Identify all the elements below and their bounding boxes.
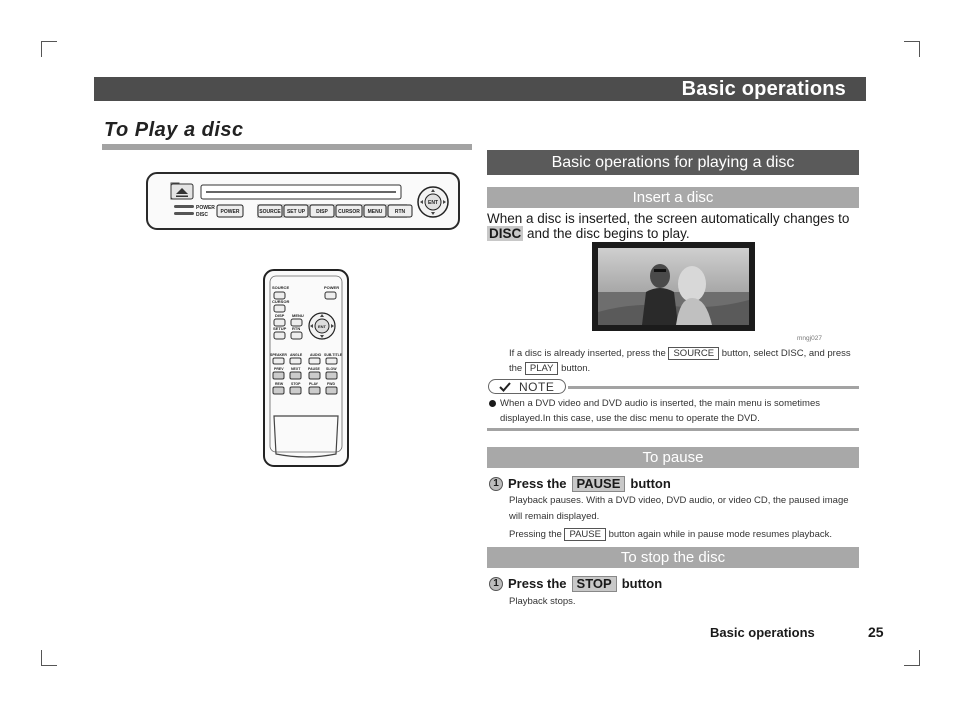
checkmark-icon	[498, 381, 512, 393]
remote-speaker-label: SPEAKER	[270, 353, 287, 357]
remote-cursor-label: CURSOR	[272, 299, 290, 304]
pause-key: PAUSE	[572, 476, 626, 492]
hu-disp-button: DISP	[316, 209, 328, 215]
section-divider	[487, 428, 859, 431]
note-label: NOTE	[519, 380, 555, 394]
insert-text-after: and the disc begins to play.	[523, 226, 690, 241]
step-number: 1	[489, 477, 503, 491]
stop-key: STOP	[572, 576, 617, 592]
remote-next-label: NEXT	[291, 367, 301, 371]
remote-subtitle-label: SUB.TITLE	[324, 353, 343, 357]
hu-cursor-button: CURSOR	[338, 209, 360, 215]
crop-mark-bottom-right-v	[919, 650, 920, 666]
hu-source-button: SOURCE	[259, 209, 281, 215]
hu-menu-button: MENU	[367, 209, 383, 215]
pause-description: Playback pauses. With a DVD video, DVD audio, or video CD, the paused image will remain displayed. Pressing the PAUSE button again while in pause mode resumes playback.	[509, 495, 849, 540]
remote-setup-label: SETUP	[273, 326, 287, 331]
dvd-playback-screenshot	[592, 242, 755, 331]
note-line-1: When a DVD video and DVD audio is inserted, the main menu is sometimes	[500, 398, 820, 409]
insert-disc-description	[487, 211, 859, 241]
remote-pause-label: PAUSE	[308, 367, 320, 371]
note-line-2: displayed.In this case, use the disc menu to operate the DVD.	[500, 413, 760, 424]
footer-section-label: Basic operations	[710, 625, 815, 640]
stop-description: Playback stops.	[509, 596, 576, 607]
remote-prev-label: PREV	[274, 367, 284, 371]
crop-mark-top-left-h	[41, 41, 57, 42]
remote-play-label: PLAY	[309, 382, 319, 386]
insert-text-before: When a disc is inserted, the screen automatically changes to	[487, 211, 850, 226]
crop-mark-top-left-v	[41, 41, 42, 57]
hu-enter-dial	[418, 187, 448, 217]
play-key: PLAY	[525, 362, 559, 375]
page-heading: To Play a disc	[104, 119, 244, 141]
remote-rtn-label: RTN	[292, 326, 301, 331]
subsection-title-insert-disc: Insert a disc	[487, 187, 859, 208]
crop-mark-top-right-h	[904, 41, 920, 42]
remote-angle-label: ANGLE	[290, 353, 303, 357]
crop-mark-bottom-right-h	[904, 665, 920, 666]
subsection-title-stop: To stop the disc	[487, 547, 859, 568]
top-banner	[94, 77, 866, 101]
stop-step: 1 Press the STOP button	[489, 576, 662, 592]
crop-mark-top-right-v	[919, 41, 920, 57]
note-text	[500, 396, 860, 426]
note-rule	[568, 386, 859, 389]
section-title-basic-operations: Basic operations for playing a disc	[487, 150, 859, 175]
crop-mark-bottom-left-v	[41, 650, 42, 666]
remote-stop-label: STOP	[291, 382, 301, 386]
hu-disc-indicator-label: DISC	[196, 212, 208, 218]
playback-frame-image	[592, 242, 755, 331]
disc-mode-highlight: DISC	[489, 226, 522, 241]
remote-enter-label: ENT	[318, 324, 326, 329]
note-bullet	[489, 400, 496, 407]
hu-setup-button: SET UP	[286, 209, 306, 215]
remote-fwd-label: FWD	[327, 382, 335, 386]
crop-mark-bottom-left-h	[41, 665, 57, 666]
banner-title: Basic operations	[681, 78, 846, 100]
note-badge	[488, 379, 566, 394]
heading-rule	[102, 144, 472, 150]
remote-source-label: SOURCE	[272, 285, 290, 290]
pause-key-inline: PAUSE	[564, 528, 606, 541]
remote-disp-label: DISP	[275, 313, 285, 318]
page-number: 25	[868, 624, 884, 640]
hu-enter-label: ENT	[428, 200, 438, 206]
image-code: mngj027	[797, 335, 822, 342]
subsection-title-pause: To pause	[487, 447, 859, 468]
remote-slow-label: SLOW	[326, 367, 337, 371]
hu-power-button: POWER	[220, 209, 240, 215]
remote-control-illustration	[262, 268, 350, 468]
hu-power-indicator-label: POWER	[196, 205, 215, 211]
remote-power-label: POWER	[324, 285, 340, 290]
pause-step: 1 Press the PAUSE button	[489, 476, 671, 492]
remote-audio-label: AUDIO	[310, 353, 322, 357]
head-unit-illustration	[146, 170, 460, 232]
already-inserted-hint: If a disc is already inserted, press the SOURCE button, select DISC, and press the PLAY button.	[509, 348, 851, 374]
remote-rew-label: REW	[275, 382, 284, 386]
step-number: 1	[489, 577, 503, 591]
remote-menu-label: MENU	[292, 313, 304, 318]
source-key: SOURCE	[668, 347, 719, 360]
hu-rtn-button: RTN	[394, 209, 406, 215]
